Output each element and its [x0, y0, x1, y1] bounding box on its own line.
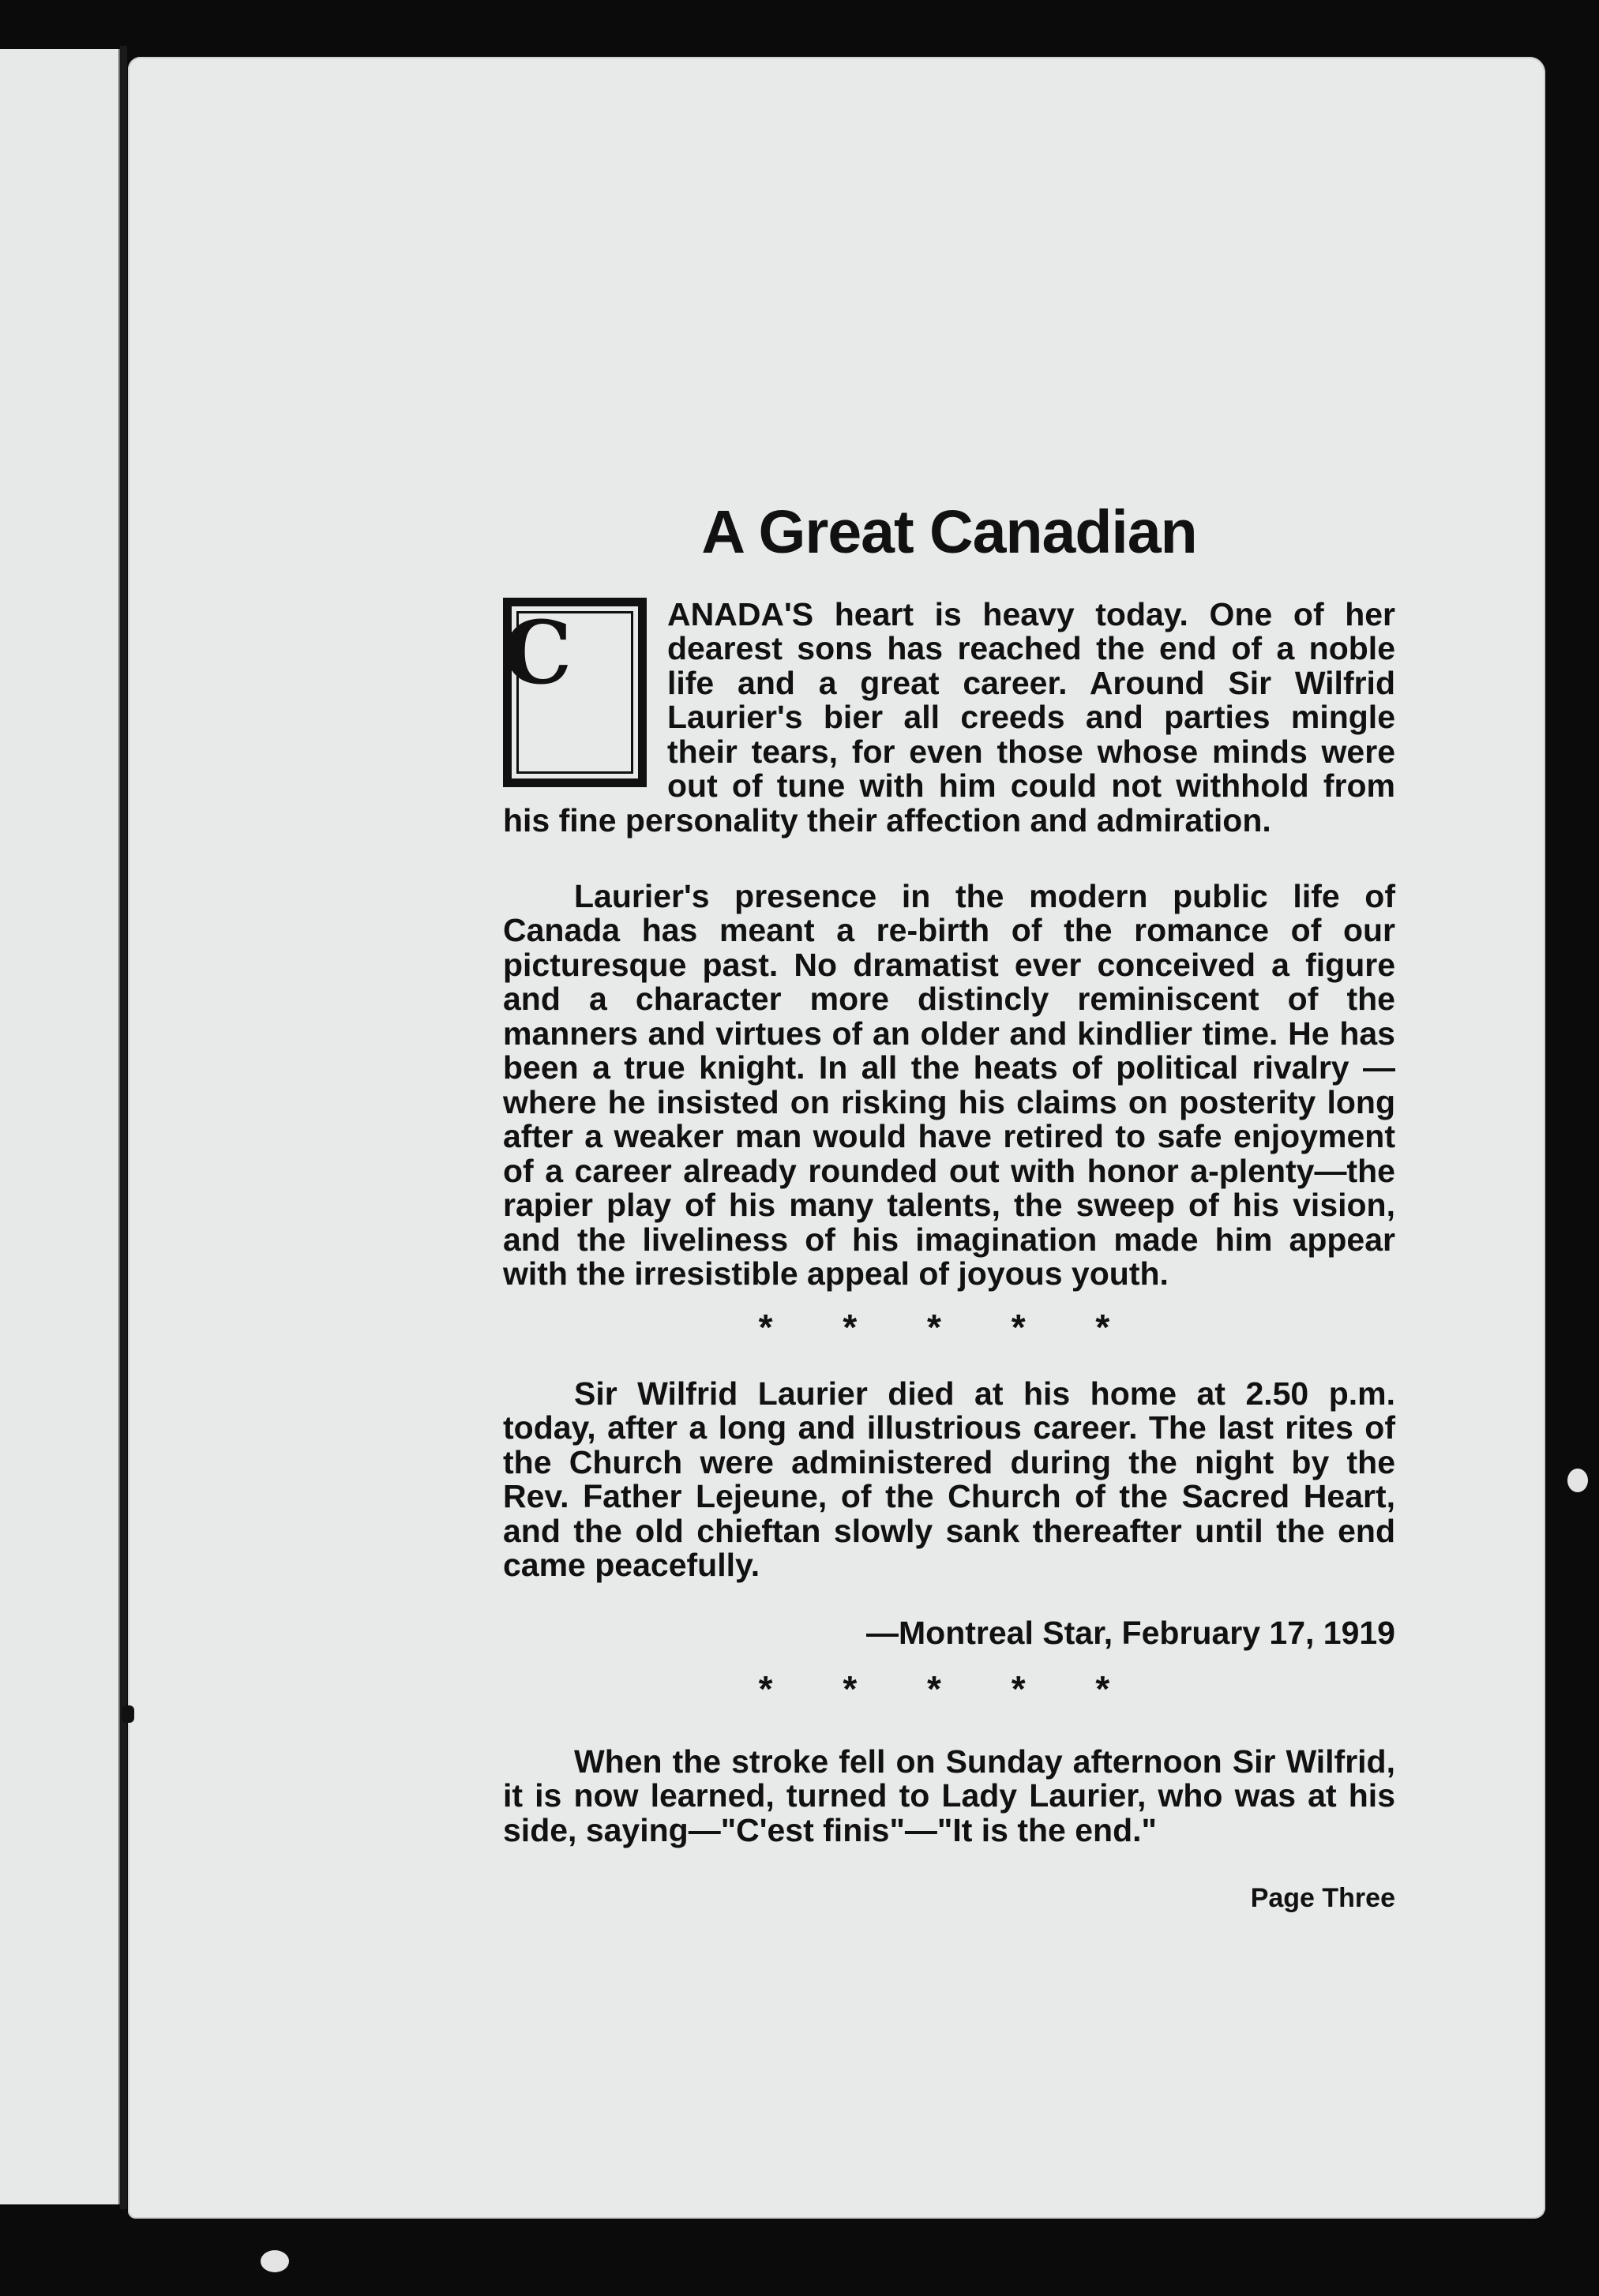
attribution: —Montreal Star, February 17, 1919: [866, 1614, 1395, 1651]
section-separator-1: * * * * *: [758, 1306, 1140, 1348]
drop-cap-letter: C: [503, 601, 572, 703]
paragraph-1: [503, 595, 1395, 846]
drop-cap: [503, 598, 653, 791]
paragraph-4: When the stroke fell on Sunday afternoon Sir Wilfrid, it is now learned, turned to Lady Laurier, who was at his side, saying—"C'est finis"—"It is the end.": [503, 1743, 1395, 1848]
binding-mark: [122, 1705, 134, 1723]
book-binding: [120, 46, 127, 2209]
scan-artifact: [261, 2250, 289, 2272]
page-title: A Great Canadian: [701, 498, 1197, 566]
paragraph-3: Sir Wilfrid Laurier died at his home at 2.50 p.m. today, after a long and illustrious career. The last rites of the Church were administered during the night by the Rev. Father Lejeune, of the Church of the Sacred Heart, and the old chieftan slowly sank thereafter until the end came peacefully.: [503, 1375, 1395, 1584]
left-page-edge: [0, 49, 120, 2204]
section-separator-2: * * * * *: [758, 1668, 1140, 1709]
scan-artifact: [1567, 1469, 1588, 1492]
paragraph-2: Laurier's presence in the modern public life of Canada has meant a re-birth of the romance of our picturesque past. No dramatist ever conceived a figure and a character more distincly reminiscent of the manners and virtues of an older and kindlier time. He has been a true knight. In all the heats of political rivalry —where he insisted on risking his claims on posterity long after a weaker man would have retired to safe enjoyment of a career already rounded out with honor a-plenty—the rapier play of his many talents, the sweep of his vision, and the liveliness of his imagination made him appear with the irresistible appeal of joyous youth.: [503, 877, 1395, 1292]
paragraph-1-text: ANADA'S heart is heavy today. One of her dearest sons has reached the end of a noble life and a great career. Around Sir Wilfrid Laurier's bier all creeds and parties mingle their tears, for even those whose minds were out of tune with him could not withhold from his fine personality their affection and admiration.: [503, 595, 1395, 838]
text-column: [503, 499, 1395, 1914]
document-page: [128, 57, 1545, 2219]
page-number: Page Three: [1250, 1883, 1395, 1914]
